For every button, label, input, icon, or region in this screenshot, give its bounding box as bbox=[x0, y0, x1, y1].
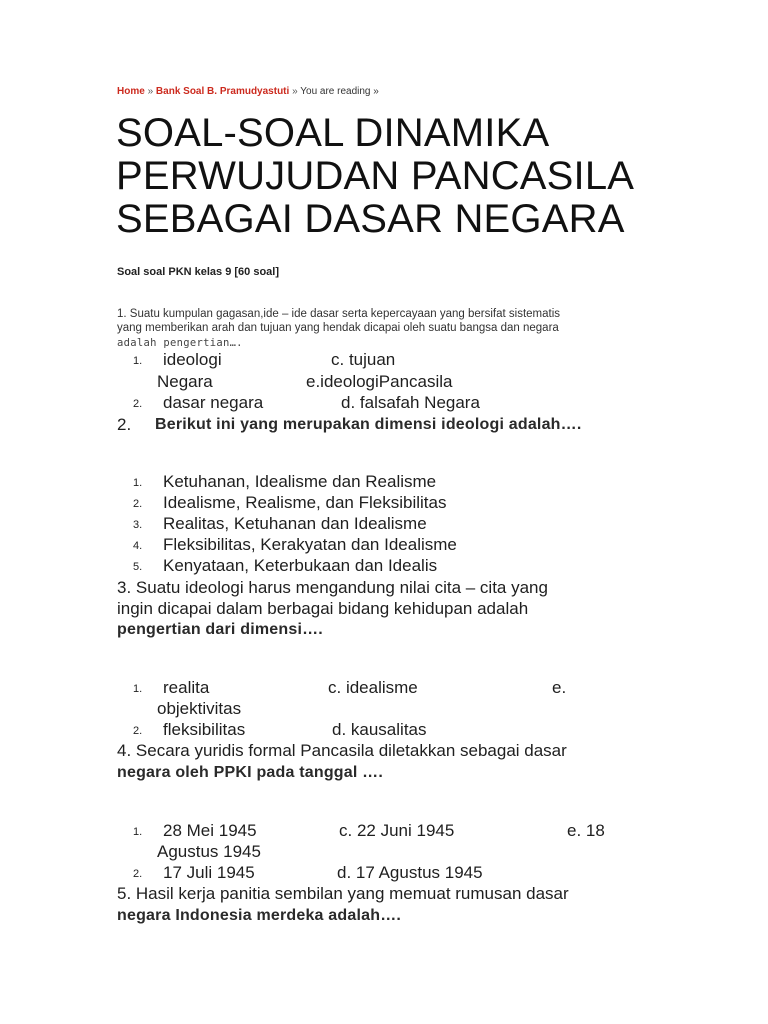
option-d: d. kausalitas bbox=[332, 720, 427, 739]
option-c: c. tujuan bbox=[331, 350, 396, 369]
option-number: 1. bbox=[133, 355, 143, 367]
question-5-line: negara Indonesia merdeka adalah…. bbox=[117, 907, 402, 924]
breadcrumb-separator: » bbox=[147, 86, 154, 97]
page-title-line: SEBAGAI DASAR NEGARA bbox=[116, 197, 625, 241]
question-1-line: adalah pengertian…. bbox=[117, 337, 243, 349]
option-a-continued: Negara bbox=[157, 372, 213, 391]
question-1-line: yang memberikan arah dan tujuan yang hendak dicapai oleh suatu bangsa dan negara bbox=[117, 322, 559, 334]
question-3-line: pengertian dari dimensi…. bbox=[117, 621, 323, 638]
option-text: Idealisme, Realisme, dan Fleksibilitas bbox=[163, 493, 447, 512]
option-text: Realitas, Ketuhanan dan Idealisme bbox=[163, 514, 427, 533]
option-number: 3. bbox=[133, 519, 143, 531]
question-3-line: ingin dicapai dalam berbagai bidang kehidupan adalah bbox=[117, 599, 529, 618]
option-number: 2. bbox=[133, 398, 143, 410]
option-number: 1. bbox=[133, 477, 143, 489]
question-1-line: 1. Suatu kumpulan gagasan,ide – ide dasar serta kepercayaan yang bersifat sistematis bbox=[117, 308, 561, 320]
option-a: ideologi bbox=[163, 350, 222, 369]
option-text: Kenyataan, Keterbukaan dan Idealis bbox=[163, 556, 438, 575]
option-e: e. bbox=[552, 678, 567, 697]
option-number: 2. bbox=[133, 868, 143, 880]
question-5-line: 5. Hasil kerja panitia sembilan yang memuat rumusan dasar bbox=[117, 884, 569, 903]
page-title-line: PERWUJUDAN PANCASILA bbox=[116, 154, 635, 198]
option-text: Ketuhanan, Idealisme dan Realisme bbox=[163, 472, 437, 491]
option-b: 17 Juli 1945 bbox=[163, 863, 255, 882]
option-d: d. falsafah Negara bbox=[341, 393, 480, 412]
page-title bbox=[116, 112, 634, 241]
option-e: e.ideologiPancasila bbox=[306, 372, 453, 391]
option-number: 1. bbox=[133, 826, 143, 838]
option-c: c. idealisme bbox=[328, 678, 418, 697]
breadcrumb bbox=[117, 86, 379, 97]
breadcrumb-separator: » bbox=[292, 86, 298, 97]
breadcrumb-section-link[interactable]: Bank Soal B. Pramudyastuti bbox=[155, 86, 290, 97]
question-number: 2. bbox=[117, 415, 132, 434]
question-4-line: 4. Secara yuridis formal Pancasila diletakkan sebagai dasar bbox=[117, 741, 567, 760]
option-a: 28 Mei 1945 bbox=[163, 821, 257, 840]
breadcrumb-current: You are reading » bbox=[300, 86, 379, 97]
option-number: 1. bbox=[133, 683, 143, 695]
question-2-text: Berikut ini yang merupakan dimensi ideologi adalah…. bbox=[155, 416, 582, 433]
option-b: fleksibilitas bbox=[163, 720, 246, 739]
option-d: d. 17 Agustus 1945 bbox=[337, 863, 483, 882]
option-e-continued: objektivitas bbox=[157, 699, 242, 718]
question-3-line: 3. Suatu ideologi harus mengandung nilai cita – cita yang bbox=[117, 578, 548, 597]
option-number: 2. bbox=[133, 725, 143, 737]
option-number: 4. bbox=[133, 540, 143, 552]
question-4-line: negara oleh PPKI pada tanggal …. bbox=[117, 764, 384, 781]
page-subtitle: Soal soal PKN kelas 9 [60 soal] bbox=[117, 266, 280, 278]
option-number: 5. bbox=[133, 561, 143, 573]
option-e: e. 18 bbox=[567, 821, 605, 840]
breadcrumb-home-link[interactable]: Home bbox=[117, 86, 145, 97]
option-a: realita bbox=[163, 678, 210, 697]
option-c: c. 22 Juni 1945 bbox=[339, 821, 455, 840]
option-number: 2. bbox=[133, 498, 143, 510]
option-e-continued: Agustus 1945 bbox=[157, 842, 261, 861]
option-text: Fleksibilitas, Kerakyatan dan Idealisme bbox=[163, 535, 457, 554]
page-title-line: SOAL-SOAL DINAMIKA bbox=[116, 111, 550, 155]
option-b: dasar negara bbox=[163, 393, 264, 412]
